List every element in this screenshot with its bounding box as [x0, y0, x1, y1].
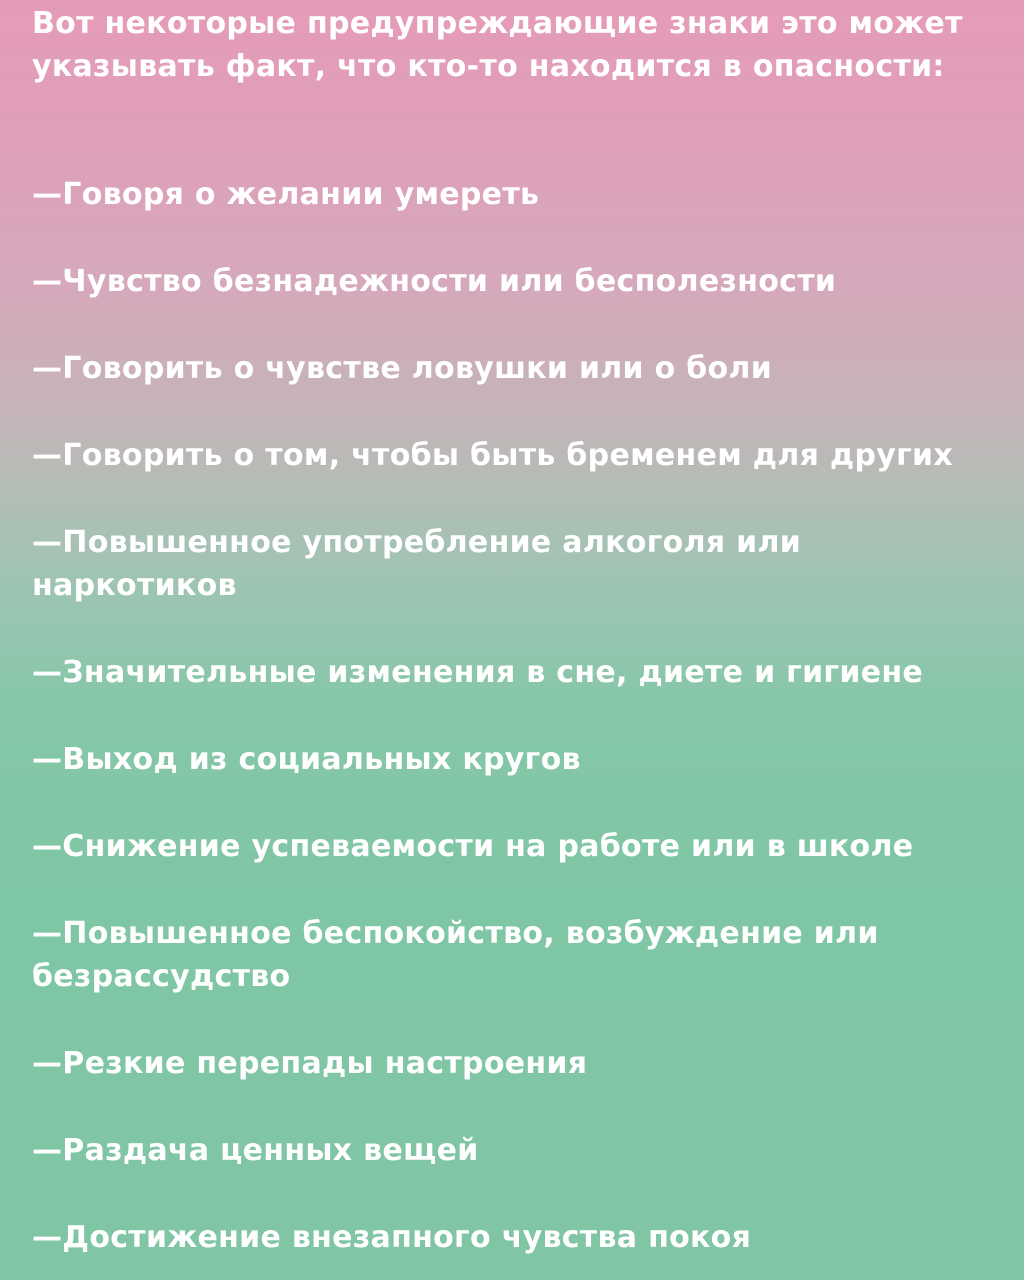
list-item: —Повышенное беспокойство, возбуждение или безрассудство	[32, 916, 879, 994]
list-item: —Выход из социальных кругов	[32, 742, 581, 777]
list-item: —Раздача ценных вещей	[32, 1133, 479, 1168]
list-item: —Чувство безнадежности или бесполезности	[32, 264, 837, 299]
intro-paragraph: Вот некоторые предупреждающие знаки это может указывать факт, что кто-то находится в опасности:	[32, 6, 963, 84]
list-item: —Говорить о том, чтобы быть бременем для других	[32, 438, 954, 473]
list-item: —Резкие перепады настроения	[32, 1046, 588, 1081]
list-item: —Повышенное употребление алкоголя или наркотиков	[32, 525, 802, 603]
list-item: —Снижение успеваемости на работе или в школе	[32, 829, 914, 864]
list-item: —Говорить о чувстве ловушки или о боли	[32, 351, 773, 386]
list-item: —Говоря о желании умереть	[32, 177, 540, 212]
list-item: —Значительные изменения в сне, диете и гигиене	[32, 655, 924, 690]
list-item: —Достижение внезапного чувства покоя	[32, 1220, 752, 1255]
